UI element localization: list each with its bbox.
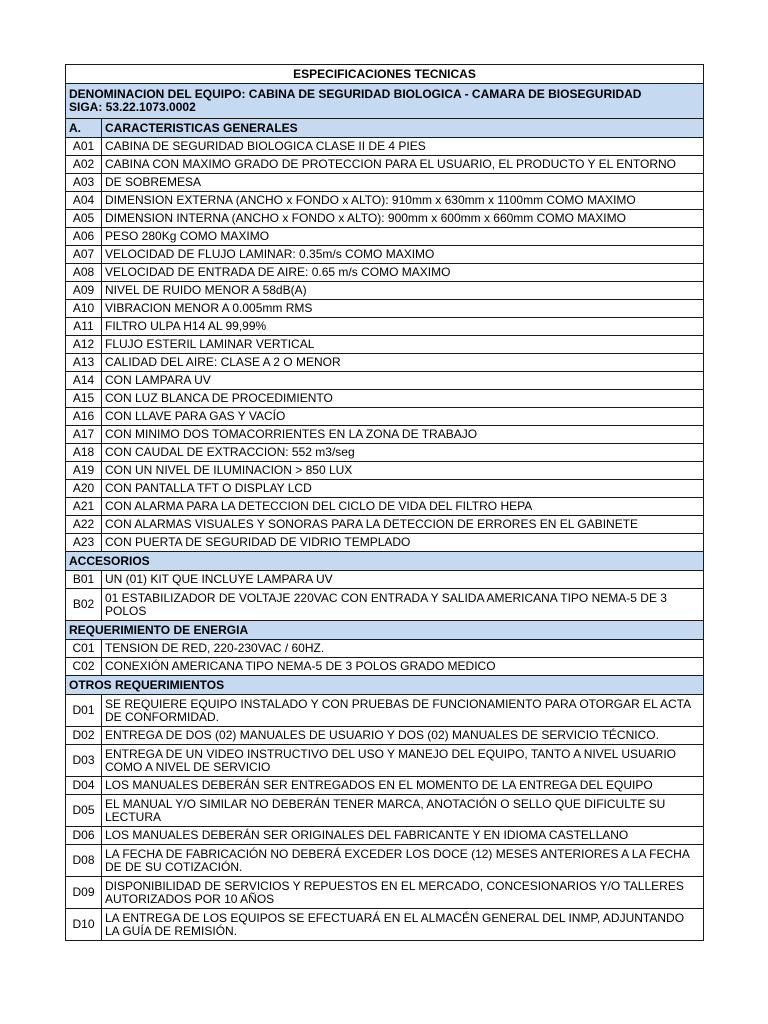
table-row bbox=[66, 516, 704, 534]
item-description: FLUJO ESTERIL LAMINAR VERTICAL bbox=[102, 336, 704, 354]
item-code: A14 bbox=[66, 372, 102, 390]
item-description: SE REQUIERE EQUIPO INSTALADO Y CON PRUEBAS DE FUNCIONAMIENTO PARA OTORGAR EL ACTA DE CONFORMIDAD. bbox=[102, 695, 704, 727]
item-description: ENTREGA DE UN VIDEO INSTRUCTIVO DEL USO Y MANEJO DEL EQUIPO, TANTO A NIVEL USUARIO COMO A NIVEL DE SERVICIO bbox=[102, 745, 704, 777]
item-description: CABINA DE SEGURIDAD BIOLOGICA CLASE II DE 4 PIES bbox=[102, 138, 704, 156]
item-code: D01 bbox=[66, 695, 102, 727]
item-code: A09 bbox=[66, 282, 102, 300]
item-code: D04 bbox=[66, 777, 102, 795]
item-code: A18 bbox=[66, 444, 102, 462]
item-description: DE SOBREMESA bbox=[102, 174, 704, 192]
section-title: REQUERIMIENTO DE ENERGIA bbox=[66, 621, 704, 640]
table-row bbox=[66, 640, 704, 658]
item-code: B02 bbox=[66, 589, 102, 621]
table-row bbox=[66, 300, 704, 318]
item-description: ENTREGA DE DOS (02) MANUALES DE USUARIO Y DOS (02) MANUALES DE SERVICIO TÉCNICO. bbox=[102, 727, 704, 745]
table-row bbox=[66, 156, 704, 174]
item-description: CON PUERTA DE SEGURIDAD DE VIDRIO TEMPLADO bbox=[102, 534, 704, 552]
siga-code: SIGA: 53.22.1073.0002 bbox=[69, 100, 196, 114]
item-code: A08 bbox=[66, 264, 102, 282]
table-row bbox=[66, 426, 704, 444]
equipment-row bbox=[66, 84, 704, 119]
item-description: CON CAUDAL DE EXTRACCION: 552 m3/seg bbox=[102, 444, 704, 462]
table-row bbox=[66, 390, 704, 408]
item-description: CON PANTALLA TFT O DISPLAY LCD bbox=[102, 480, 704, 498]
item-description: CABINA CON MAXIMO GRADO DE PROTECCION PARA EL USUARIO, EL PRODUCTO Y EL ENTORNO bbox=[102, 156, 704, 174]
item-description: DIMENSION INTERNA (ANCHO x FONDO x ALTO): 900mm x 600mm x 660mm COMO MAXIMO bbox=[102, 210, 704, 228]
item-code: D02 bbox=[66, 727, 102, 745]
item-description: CON LUZ BLANCA DE PROCEDIMIENTO bbox=[102, 390, 704, 408]
item-description: EL MANUAL Y/O SIMILAR NO DEBERÁN TENER MARCA, ANOTACIÓN O SELLO QUE DIFICULTE SU LECTURA bbox=[102, 795, 704, 827]
item-description: CON MINIMO DOS TOMACORRIENTES EN LA ZONA DE TRABAJO bbox=[102, 426, 704, 444]
item-code: A16 bbox=[66, 408, 102, 426]
item-code: D06 bbox=[66, 827, 102, 845]
item-code: A15 bbox=[66, 390, 102, 408]
item-code: D09 bbox=[66, 877, 102, 909]
item-code: D08 bbox=[66, 845, 102, 877]
item-code: D05 bbox=[66, 795, 102, 827]
item-code: A03 bbox=[66, 174, 102, 192]
table-row bbox=[66, 589, 704, 621]
item-code: A12 bbox=[66, 336, 102, 354]
table-row bbox=[66, 658, 704, 676]
item-code: A02 bbox=[66, 156, 102, 174]
table-row bbox=[66, 877, 704, 909]
table-row bbox=[66, 695, 704, 727]
item-code: A07 bbox=[66, 246, 102, 264]
section-header bbox=[66, 552, 704, 571]
item-code: A17 bbox=[66, 426, 102, 444]
table-row bbox=[66, 909, 704, 941]
item-code: C02 bbox=[66, 658, 102, 676]
table-row bbox=[66, 480, 704, 498]
item-code: A21 bbox=[66, 498, 102, 516]
item-description: TENSION DE RED, 220-230VAC / 60HZ. bbox=[102, 640, 704, 658]
item-description: CON LLAVE PARA GAS Y VACÍO bbox=[102, 408, 704, 426]
table-row bbox=[66, 462, 704, 480]
table-row bbox=[66, 192, 704, 210]
table-row bbox=[66, 228, 704, 246]
spec-table bbox=[65, 64, 704, 941]
section-header bbox=[66, 119, 704, 138]
item-description: LA ENTREGA DE LOS EQUIPOS SE EFECTUARÁ EN EL ALMACÉN GENERAL DEL INMP, ADJUNTANDO LA GUÍA DE REMISIÓN. bbox=[102, 909, 704, 941]
item-description: UN (01) KIT QUE INCLUYE LAMPARA UV bbox=[102, 571, 704, 589]
item-code: A20 bbox=[66, 480, 102, 498]
table-row bbox=[66, 336, 704, 354]
item-code: A04 bbox=[66, 192, 102, 210]
table-row bbox=[66, 845, 704, 877]
table-row bbox=[66, 534, 704, 552]
table-row bbox=[66, 354, 704, 372]
table-row bbox=[66, 264, 704, 282]
item-code: C01 bbox=[66, 640, 102, 658]
table-row bbox=[66, 795, 704, 827]
item-description: PESO 280Kg COMO MAXIMO bbox=[102, 228, 704, 246]
table-title: ESPECIFICACIONES TECNICAS bbox=[66, 65, 704, 84]
item-code: A01 bbox=[66, 138, 102, 156]
section-title: OTROS REQUERIMIENTOS bbox=[66, 676, 704, 695]
item-description: LA FECHA DE FABRICACIÓN NO DEBERÁ EXCEDER LOS DOCE (12) MESES ANTERIORES A LA FECHA DE DE SU COTIZACIÓN. bbox=[102, 845, 704, 877]
table-row bbox=[66, 210, 704, 228]
table-row bbox=[66, 444, 704, 462]
table-row bbox=[66, 745, 704, 777]
table-row bbox=[66, 138, 704, 156]
item-description: CON LAMPARA UV bbox=[102, 372, 704, 390]
section-code: A. bbox=[66, 119, 102, 138]
item-description: NIVEL DE RUIDO MENOR A 58dB(A) bbox=[102, 282, 704, 300]
table-row bbox=[66, 408, 704, 426]
item-description: CON ALARMA PARA LA DETECCION DEL CICLO DE VIDA DEL FILTRO HEPA bbox=[102, 498, 704, 516]
item-description: LOS MANUALES DEBERÁN SER ENTREGADOS EN EL MOMENTO DE LA ENTREGA DEL EQUIPO bbox=[102, 777, 704, 795]
table-row bbox=[66, 571, 704, 589]
item-code: A10 bbox=[66, 300, 102, 318]
item-description: FILTRO ULPA H14 AL 99,99% bbox=[102, 318, 704, 336]
item-code: D10 bbox=[66, 909, 102, 941]
section-header bbox=[66, 621, 704, 640]
item-code: A06 bbox=[66, 228, 102, 246]
table-row bbox=[66, 372, 704, 390]
section-title: ACCESORIOS bbox=[66, 552, 704, 571]
equipment-cell bbox=[66, 84, 704, 119]
table-row bbox=[66, 174, 704, 192]
table-row bbox=[66, 318, 704, 336]
item-description: VIBRACION MENOR A 0.005mm RMS bbox=[102, 300, 704, 318]
item-description: DIMENSION EXTERNA (ANCHO x FONDO x ALTO): 910mm x 630mm x 1100mm COMO MAXIMO bbox=[102, 192, 704, 210]
item-description: LOS MANUALES DEBERÁN SER ORIGINALES DEL FABRICANTE Y EN IDIOMA CASTELLANO bbox=[102, 827, 704, 845]
item-description: 01 ESTABILIZADOR DE VOLTAJE 220VAC CON ENTRADA Y SALIDA AMERICANA TIPO NEMA-5 DE 3 POLOS bbox=[102, 589, 704, 621]
item-code: D03 bbox=[66, 745, 102, 777]
section-title: CARACTERISTICAS GENERALES bbox=[102, 119, 704, 138]
item-code: A19 bbox=[66, 462, 102, 480]
equipment-name: DENOMINACION DEL EQUIPO: CABINA DE SEGURIDAD BIOLOGICA - CAMARA DE BIOSEGURIDAD bbox=[69, 87, 642, 101]
table-row bbox=[66, 246, 704, 264]
table-row bbox=[66, 727, 704, 745]
item-description: CON UN NIVEL DE ILUMINACION > 850 LUX bbox=[102, 462, 704, 480]
title-row bbox=[66, 65, 704, 84]
item-code: A13 bbox=[66, 354, 102, 372]
table-row bbox=[66, 827, 704, 845]
item-code: A11 bbox=[66, 318, 102, 336]
item-code: A22 bbox=[66, 516, 102, 534]
item-description: VELOCIDAD DE FLUJO LAMINAR: 0.35m/s COMO MAXIMO bbox=[102, 246, 704, 264]
item-description: CONEXIÓN AMERICANA TIPO NEMA-5 DE 3 POLOS GRADO MEDICO bbox=[102, 658, 704, 676]
table-row bbox=[66, 498, 704, 516]
section-header bbox=[66, 676, 704, 695]
item-description: VELOCIDAD DE ENTRADA DE AIRE: 0.65 m/s COMO MAXIMO bbox=[102, 264, 704, 282]
table-row bbox=[66, 282, 704, 300]
item-code: B01 bbox=[66, 571, 102, 589]
item-code: A23 bbox=[66, 534, 102, 552]
item-description: CON ALARMAS VISUALES Y SONORAS PARA LA DETECCION DE ERRORES EN EL GABINETE bbox=[102, 516, 704, 534]
table-row bbox=[66, 777, 704, 795]
item-code: A05 bbox=[66, 210, 102, 228]
item-description: CALIDAD DEL AIRE: CLASE A 2 O MENOR bbox=[102, 354, 704, 372]
item-description: DISPONIBILIDAD DE SERVICIOS Y REPUESTOS EN EL MERCADO, CONCESIONARIOS Y/O TALLERES AUTORIZADOS POR 10 AÑOS bbox=[102, 877, 704, 909]
